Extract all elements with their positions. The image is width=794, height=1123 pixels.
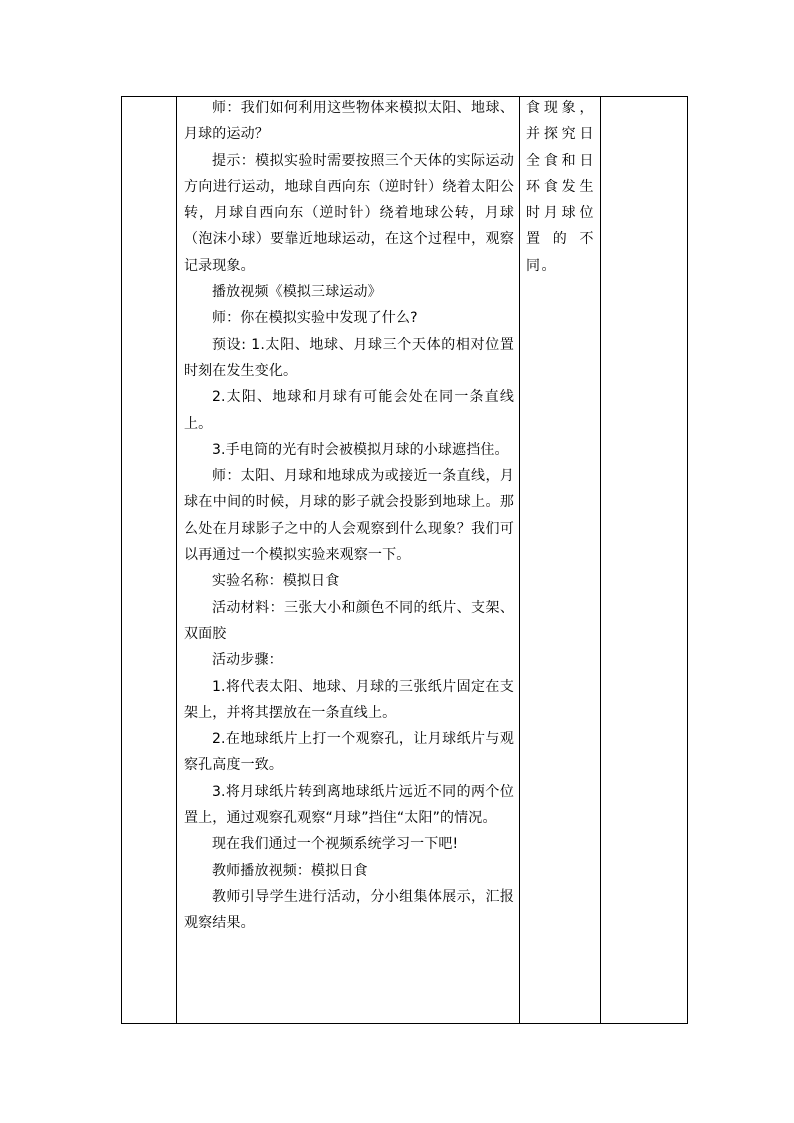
table-column-empty-left (122, 97, 177, 1023)
paragraph: 3.手电筒的光有时会被模拟月球的小球遮挡住。 (212, 441, 509, 458)
design-intent-column (520, 97, 601, 1023)
lesson-table (121, 96, 688, 1024)
paragraph: 2.太阳、地球和月球有可能会处在同一条直线上。 (184, 389, 514, 432)
paragraph: 预设: 1.太阳、地球、月球三个天体的相对位置时刻在发生变化。 (184, 336, 514, 379)
paragraph: 播放视频《模拟三球运动》 (212, 284, 382, 301)
teaching-process-column (177, 97, 520, 1023)
teaching-process-text (184, 95, 514, 937)
paragraph: 现在我们通过一个视频系统学习一下吧! (212, 836, 459, 853)
side-note: 食现象，并探究日全食和日环食发生时月球位置的不同。 (526, 100, 595, 274)
paragraph: 教师引导学生进行活动，分小组集体展示，汇报观察结果。 (184, 888, 514, 932)
paragraph: 师：太阳、月球和地球成为或接近一条直线，月球在中间的时候，月球的影子就会投影到地球上。那么处在月球影子之中的人会观察到什么现象？我们可以再通过一个模拟实验来观察一下。 (184, 468, 514, 564)
paragraph: 提示：模拟实验时需要按照三个天体的实际运动方向进行运动，地球自西向东（逆时针）绕着太阳公转，月球自西向东（逆时针）绕着地球公转，月球（泡沫小球）要靠近地球运动，在这个过程中，观察记录现象。 (184, 152, 514, 274)
paragraph: 师：我们如何利用这些物体来模拟太阳、地球、月球的运动？ (184, 100, 514, 143)
paragraph: 3.将月球纸片转到离地球纸片远近不同的两个位置上，通过观察孔观察“月球”挡住“太阳”的情况。 (184, 783, 514, 827)
paragraph: 教师播放视频：模拟日食 (212, 862, 368, 879)
paragraph: 实验名称：模拟日食 (212, 573, 340, 590)
design-intent-text (526, 95, 595, 279)
paragraph: 1.将代表太阳、地球、月球的三张纸片固定在支架上，并将其摆放在一条直线上。 (184, 678, 514, 721)
paragraph: 师：你在模拟实验中发现了什么? (212, 310, 418, 327)
paragraph: 活动步骤： (212, 652, 283, 669)
paragraph: 2.在地球纸片上打一个观察孔，让月球纸片与观察孔高度一致。 (184, 731, 514, 774)
paragraph: 活动材料：三张大小和颜色不同的纸片、支架、双面胶 (184, 599, 514, 642)
table-column-empty-right (601, 97, 688, 1023)
